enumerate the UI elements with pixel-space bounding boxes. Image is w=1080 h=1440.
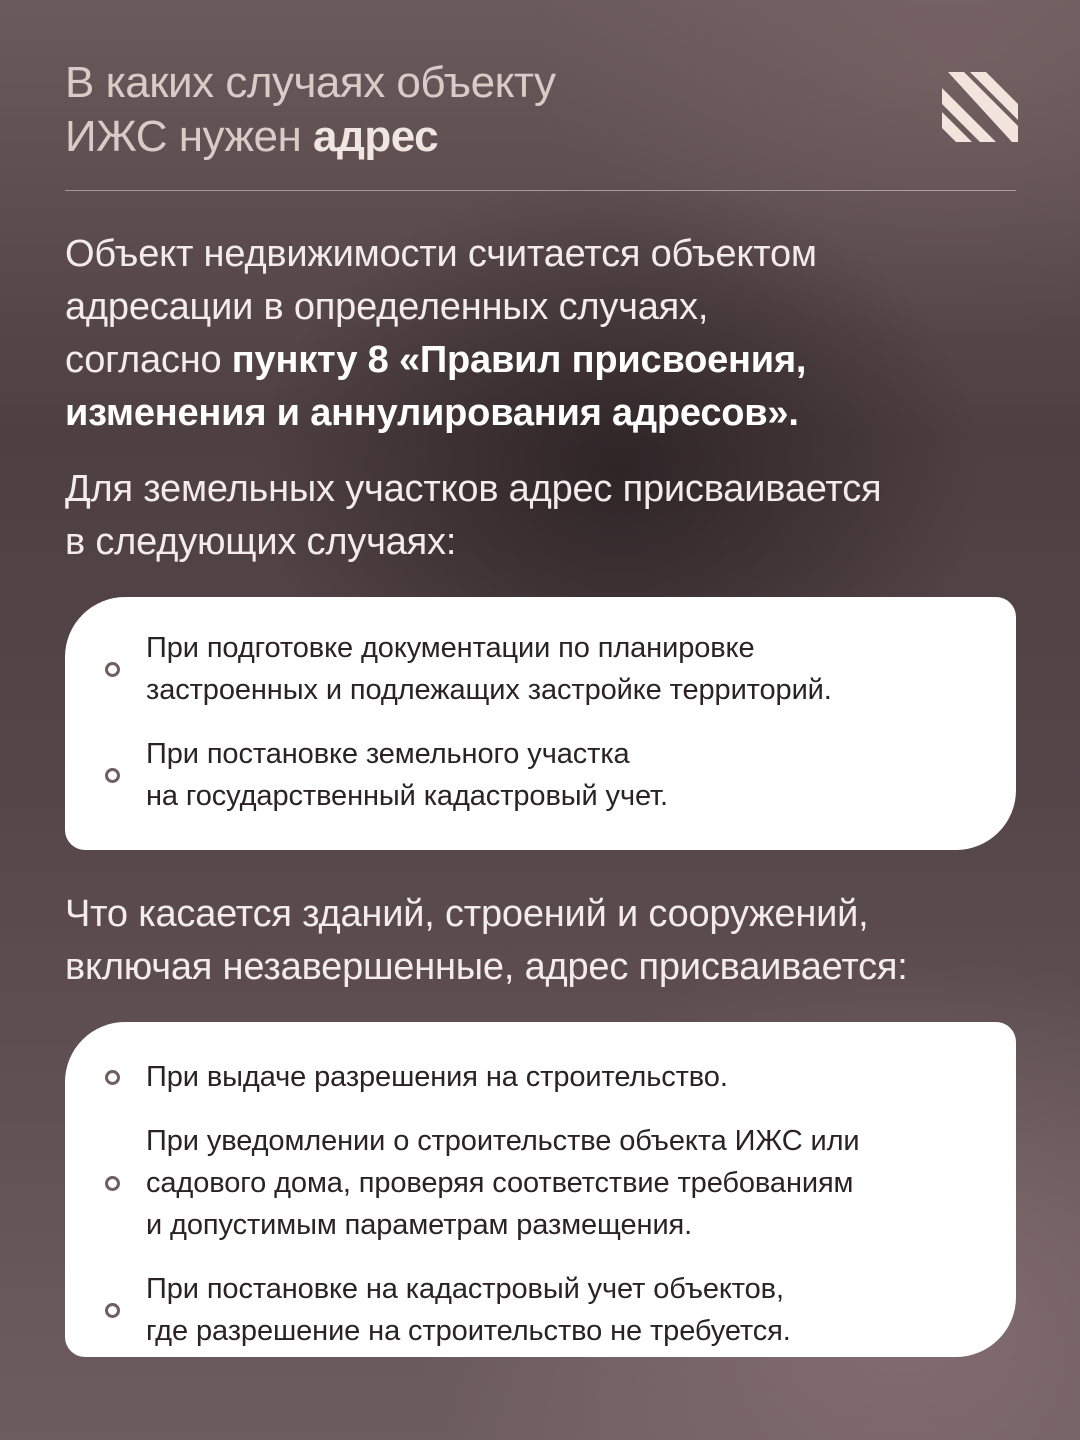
land-section-heading: Для земельных участков адрес присваивается в следующих случаях: <box>65 468 882 563</box>
bullet-circle-icon <box>105 1070 120 1085</box>
bullet-circle-icon <box>105 662 120 677</box>
buildings-cases-card <box>65 1022 1016 1357</box>
list-item: При уведомлении о строительстве объекта ИЖС или садового дома, проверяя соответствие требованиям и допустимым параметрам размещения. <box>105 1120 976 1246</box>
land-cases-card <box>65 597 1016 850</box>
page-title <box>65 56 556 164</box>
list-item: При постановке земельного участка на государственный кадастровый учет. <box>105 733 976 817</box>
intro-paragraph: Объект недвижимости считается объектом адресации в определенных случаях, согласно пункту 8 «Правил присвоения, изменения и аннулирования адресов». <box>65 233 817 434</box>
title-bold-word: адрес <box>312 112 439 161</box>
bullet-circle-icon <box>105 768 120 783</box>
title-line-2: ИЖС нужен <box>65 112 313 161</box>
title-line-1: В каких случаях объекту <box>65 58 556 107</box>
list-item: При подготовке документации по планировке застроенных и подлежащих застройке территорий. <box>105 627 976 711</box>
header-divider <box>65 190 1016 191</box>
list-item: При выдаче разрешения на строительство. <box>105 1056 976 1098</box>
buildings-section-heading: Что касается зданий, строений и сооружений, включая незавершенные, адрес присваивается: <box>65 893 908 988</box>
bullet-circle-icon <box>105 1303 120 1318</box>
diagonal-stripes-logo-icon <box>942 72 1018 142</box>
rules-reference-cont: изменения и аннулирования адресов». <box>65 392 799 434</box>
bullet-circle-icon <box>105 1176 120 1191</box>
rules-reference: пункту 8 «Правил присвоения, <box>231 339 807 381</box>
list-item: При постановке на кадастровый учет объектов, где разрешение на строительство не требуется. <box>105 1268 976 1352</box>
